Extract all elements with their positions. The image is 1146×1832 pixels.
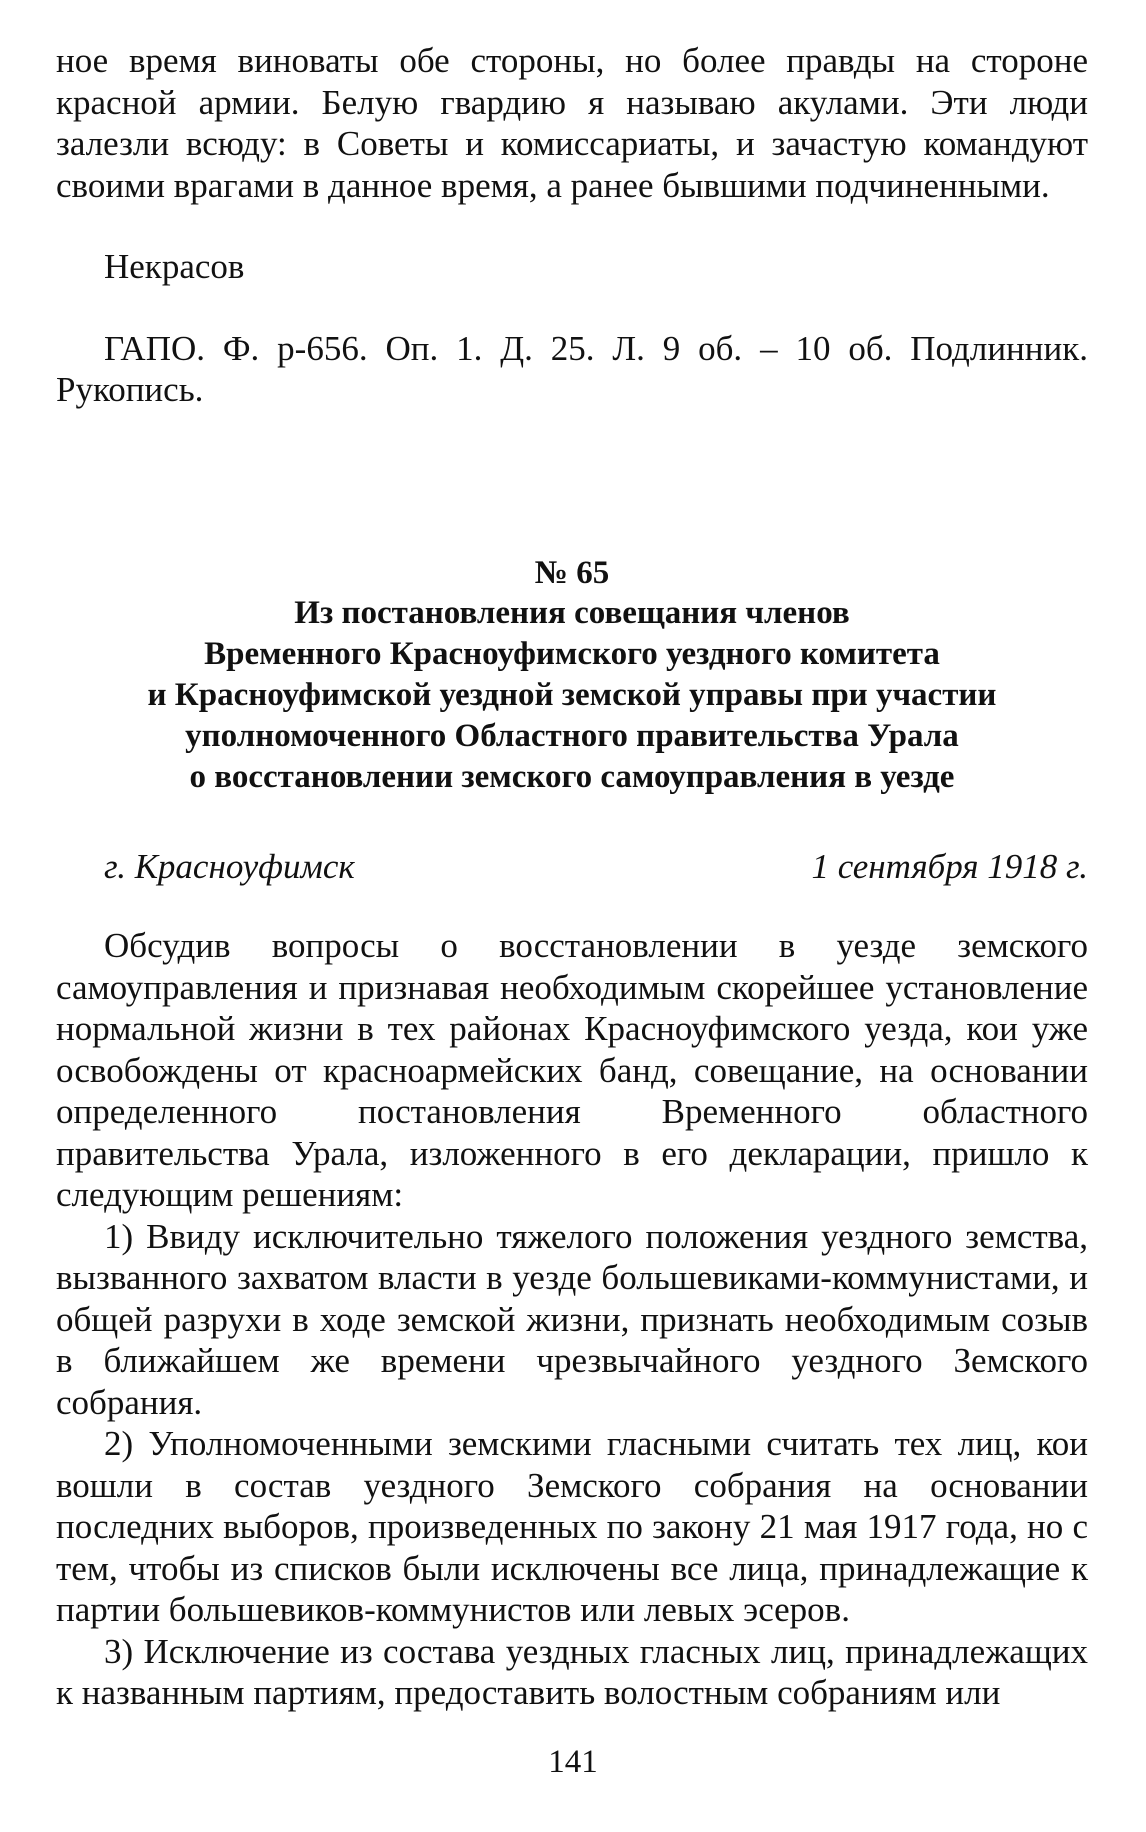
document-number: № 65 [534, 554, 610, 591]
body-paragraph: 3) Исключение из состава уездных гласных лиц, принадлежащих к названным партиям, предоставить волостным собраниям или [56, 1631, 1088, 1712]
document-title-line: уполномоченного Областного правительства Урала [185, 717, 959, 754]
dateline [56, 846, 1088, 888]
body-paragraph: Обсудив вопросы о восстановлении в уезде земского самоуправления и признавая необходимым скорейшее установление нормальной жизни в тех районах Красноуфимского уезда, кои уже освобождены от красноармейских банд, совещание, на основании определенного постановления Временного областного правительства Урала, изложенного в его декларации, пришло к следующим решениям: [56, 926, 1088, 1214]
document-title [56, 593, 1088, 798]
document-place: г. Красноуфимск [104, 846, 355, 886]
body-paragraph: 2) Уполномоченными земскими гласными считать тех лиц, кои вошли в состав уездного Земского собрания на основании последних выборов, произведенных по закону 21 мая 1917 года, но с тем, чтобы из списков были исключены все лица, принадлежащие к партии большевиков-коммунистов или левых эсеров. [56, 1424, 1088, 1629]
document-title-line: Из постановления совещания членов [294, 594, 850, 631]
document-date: 1 сентября 1918 г. [811, 846, 1088, 886]
archive-reference: ГАПО. Ф. р-656. Оп. 1. Д. 25. Л. 9 об. – 10 об. Подлинник. Рукопись. [56, 328, 1088, 409]
signature: Некрасов [104, 247, 245, 286]
document-body [56, 925, 1088, 1714]
document-title-line: и Красноуфимской уездной земской управы при участии [147, 676, 997, 713]
continued-paragraph: ное время виноваты обе стороны, но более правды на стороне красной армии. Белую гвардию я называю акулами. Эти люди залезли всюду: в Советы и комиссариаты, и зачастую командуют своими врагами в данное время, а ранее бывшими подчиненными. [56, 41, 1088, 205]
page-number: 141 [548, 1744, 598, 1780]
page-content [56, 40, 1088, 1714]
body-paragraph: 1) Ввиду исключительно тяжелого положения уездного земства, вызванного захватом власти в уезде большевиками-коммунистами, и общей разрухи в ходе земской жизни, признать необходимым созыв в ближайшем же времени чрезвычайного уездного Земского собрания. [56, 1216, 1088, 1422]
document-title-line: о восстановлении земского самоуправления в уезде [189, 758, 955, 795]
document-title-line: Временного Красноуфимского уездного комитета [204, 635, 940, 672]
